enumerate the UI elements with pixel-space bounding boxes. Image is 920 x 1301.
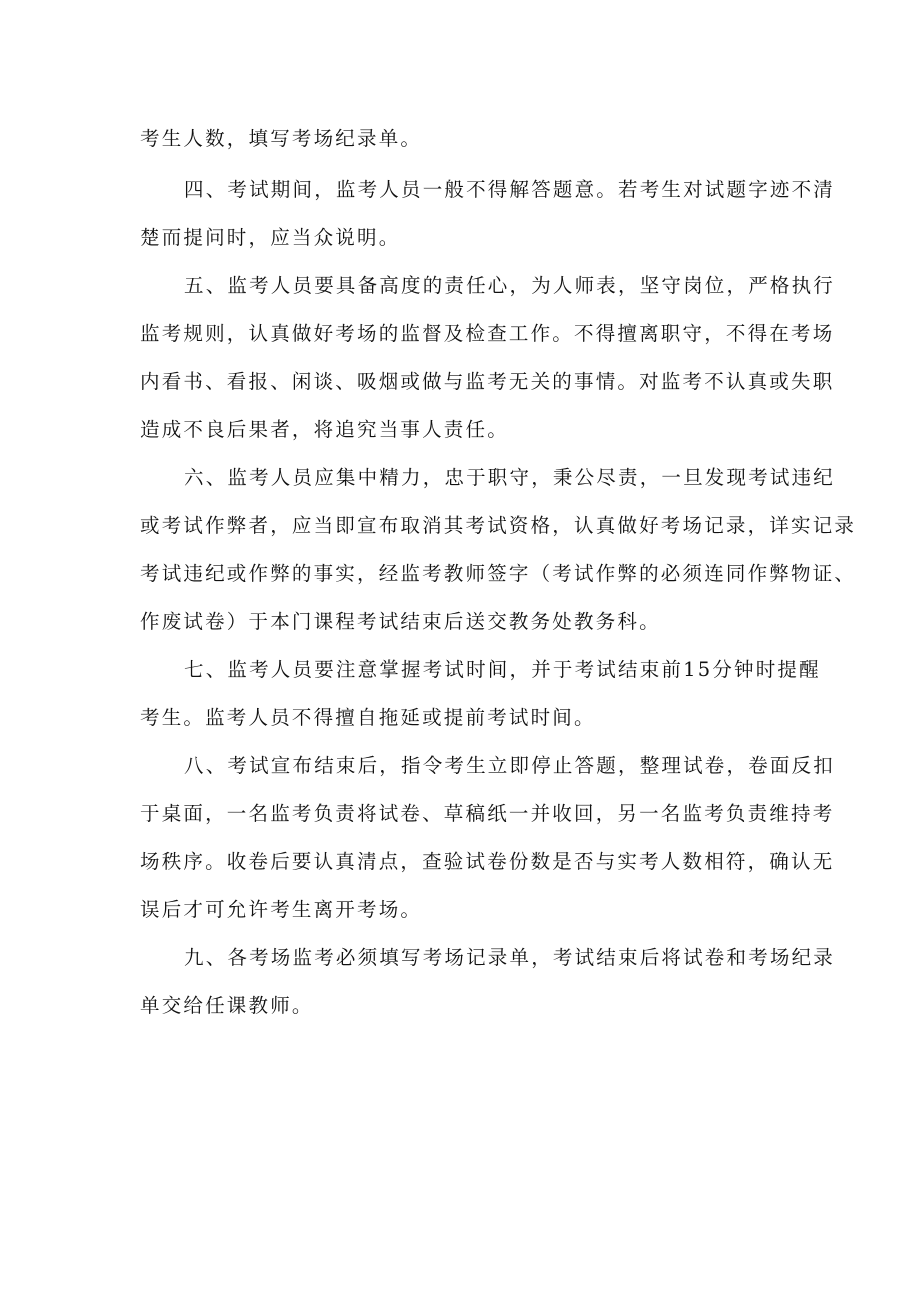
paragraph-line: 五、监考人员要具备高度的责任心，为人师表，坚守岗位，严格执行 <box>184 274 836 297</box>
paragraph-line: 作废试卷）于本门课程考试结束后送交教务处教务科。 <box>140 610 661 633</box>
paragraph-line: 七、监考人员要注意掌握考试时间，并于考试结束前15分钟时提醒 <box>184 658 821 681</box>
paragraph-line: 六、监考人员应集中精力，忠于职守，秉公尽责，一旦发现考试违纪 <box>184 466 836 489</box>
paragraph-line: 于桌面，一名监考负责将试卷、草稿纸一并收回，另一名监考负责维持考 <box>140 802 835 825</box>
paragraph-line: 考生。监考人员不得擅自拖延或提前考试时间。 <box>140 706 596 729</box>
paragraph-line: 监考规则，认真做好考场的监督及检查工作。不得擅离职守，不得在考场 <box>140 322 835 345</box>
paragraph-line: 造成不良后果者，将追究当事人责任。 <box>140 418 509 441</box>
paragraph-line: 楚而提问时，应当众说明。 <box>140 226 401 249</box>
paragraph-line: 内看书、看报、闲谈、吸烟或做与监考无关的事情。对监考不认真或失职 <box>140 370 835 393</box>
paragraph-line: 或考试作弊者，应当即宣布取消其考试资格，认真做好考场记录，详实记录 <box>140 514 857 537</box>
paragraph-line: 四、考试期间，监考人员一般不得解答题意。若考生对试题字迹不清 <box>184 178 836 201</box>
paragraph-line: 考生人数，填写考场纪录单。 <box>140 127 423 150</box>
paragraph-line: 八、考试宣布结束后，指令考生立即停止答题，整理试卷，卷面反扣 <box>184 754 836 777</box>
paragraph-line: 考试违纪或作弊的事实，经监考教师签字（考试作弊的必须连同作弊物证、 <box>140 562 857 585</box>
paragraph-line: 单交给任课教师。 <box>140 994 314 1017</box>
paragraph-line: 场秩序。收卷后要认真清点，查验试卷份数是否与实考人数相符，确认无 <box>140 850 835 873</box>
paragraph-line: 误后才可允许考生离开考场。 <box>140 898 423 921</box>
paragraph-line: 九、各考场监考必须填写考场记录单，考试结束后将试卷和考场纪录 <box>184 946 836 969</box>
